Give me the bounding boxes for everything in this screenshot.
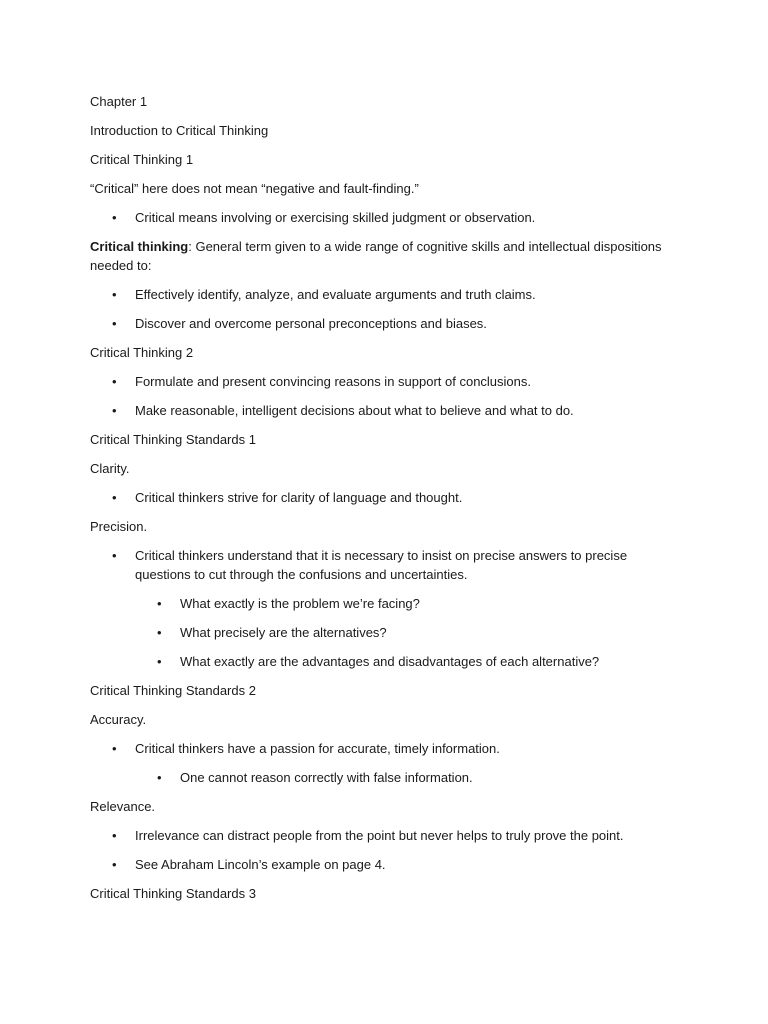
sub-list-item bbox=[90, 768, 680, 787]
bullet-icon: • bbox=[112, 316, 117, 331]
list-item bbox=[90, 401, 680, 420]
list-item-text: Effectively identify, analyze, and evaluate arguments and truth claims. bbox=[135, 287, 536, 302]
sub-list-item bbox=[90, 623, 680, 642]
definition-term: Critical thinking bbox=[90, 239, 189, 254]
list-item-text: Formulate and present convincing reasons in support of conclusions. bbox=[135, 374, 531, 389]
standard-clarity: Clarity. bbox=[90, 461, 130, 476]
list-item-text: See Abraham Lincoln’s example on page 4. bbox=[135, 857, 386, 872]
bullet-icon: • bbox=[157, 596, 162, 611]
list-item-text: Make reasonable, intelligent decisions about what to believe and what to do. bbox=[135, 403, 574, 418]
section-heading-ct2: Critical Thinking 2 bbox=[90, 345, 194, 360]
sub-list-item bbox=[90, 594, 680, 613]
chapter-label: Chapter 1 bbox=[90, 94, 148, 109]
sub-list-item-text: One cannot reason correctly with false information. bbox=[180, 770, 473, 785]
list-item bbox=[90, 208, 680, 227]
standard-precision: Precision. bbox=[90, 519, 148, 534]
list-item bbox=[90, 285, 680, 304]
chapter-title: Introduction to Critical Thinking bbox=[90, 123, 269, 138]
bullet-icon: • bbox=[112, 403, 117, 418]
section-heading-standards-2: Critical Thinking Standards 2 bbox=[90, 683, 256, 698]
bullet-icon: • bbox=[112, 548, 117, 563]
list-item bbox=[90, 826, 680, 845]
definition-paragraph bbox=[90, 237, 680, 275]
list-item-text: Critical means involving or exercising skilled judgment or observation. bbox=[135, 210, 536, 225]
standard-relevance: Relevance. bbox=[90, 799, 156, 814]
list-item-text: Critical thinkers strive for clarity of language and thought. bbox=[135, 490, 463, 505]
standard-accuracy: Accuracy. bbox=[90, 712, 147, 727]
bullet-icon: • bbox=[157, 770, 162, 785]
bullet-icon: • bbox=[112, 857, 117, 872]
bullet-icon: • bbox=[112, 210, 117, 225]
bullet-icon: • bbox=[112, 374, 117, 389]
sub-list-item bbox=[90, 652, 680, 671]
list-item bbox=[90, 314, 680, 333]
list-item bbox=[90, 372, 680, 391]
bullet-icon: • bbox=[112, 741, 117, 756]
bullet-icon: • bbox=[112, 828, 117, 843]
list-item-text: Irrelevance can distract people from the point but never helps to truly prove the point. bbox=[135, 828, 624, 843]
section-heading-ct1: Critical Thinking 1 bbox=[90, 152, 194, 167]
document-page bbox=[90, 92, 680, 913]
definition-text: : General term given to a wide range of cognitive skills and intellectual dispositions needed to: bbox=[90, 239, 662, 273]
bullet-icon: • bbox=[157, 654, 162, 669]
sub-list-item-text: What precisely are the alternatives? bbox=[180, 625, 387, 640]
bullet-icon: • bbox=[112, 490, 117, 505]
list-item-text: Critical thinkers have a passion for accurate, timely information. bbox=[135, 741, 500, 756]
list-item-text: Critical thinkers understand that it is necessary to insist on precise answers to precise questions to cut through the confusions and uncertainties. bbox=[135, 548, 628, 582]
sub-list-item-text: What exactly is the problem we’re facing? bbox=[180, 596, 420, 611]
list-item bbox=[90, 488, 680, 507]
list-item bbox=[90, 739, 680, 758]
critical-note: “Critical” here does not mean “negative and fault-finding.” bbox=[90, 181, 419, 196]
section-heading-standards-3: Critical Thinking Standards 3 bbox=[90, 886, 256, 901]
bullet-icon: • bbox=[112, 287, 117, 302]
sub-list-item-text: What exactly are the advantages and disadvantages of each alternative? bbox=[180, 654, 600, 669]
list-item bbox=[90, 855, 680, 874]
list-item-text: Discover and overcome personal preconceptions and biases. bbox=[135, 316, 487, 331]
section-heading-standards-1: Critical Thinking Standards 1 bbox=[90, 432, 256, 447]
bullet-icon: • bbox=[157, 625, 162, 640]
list-item bbox=[90, 546, 680, 584]
